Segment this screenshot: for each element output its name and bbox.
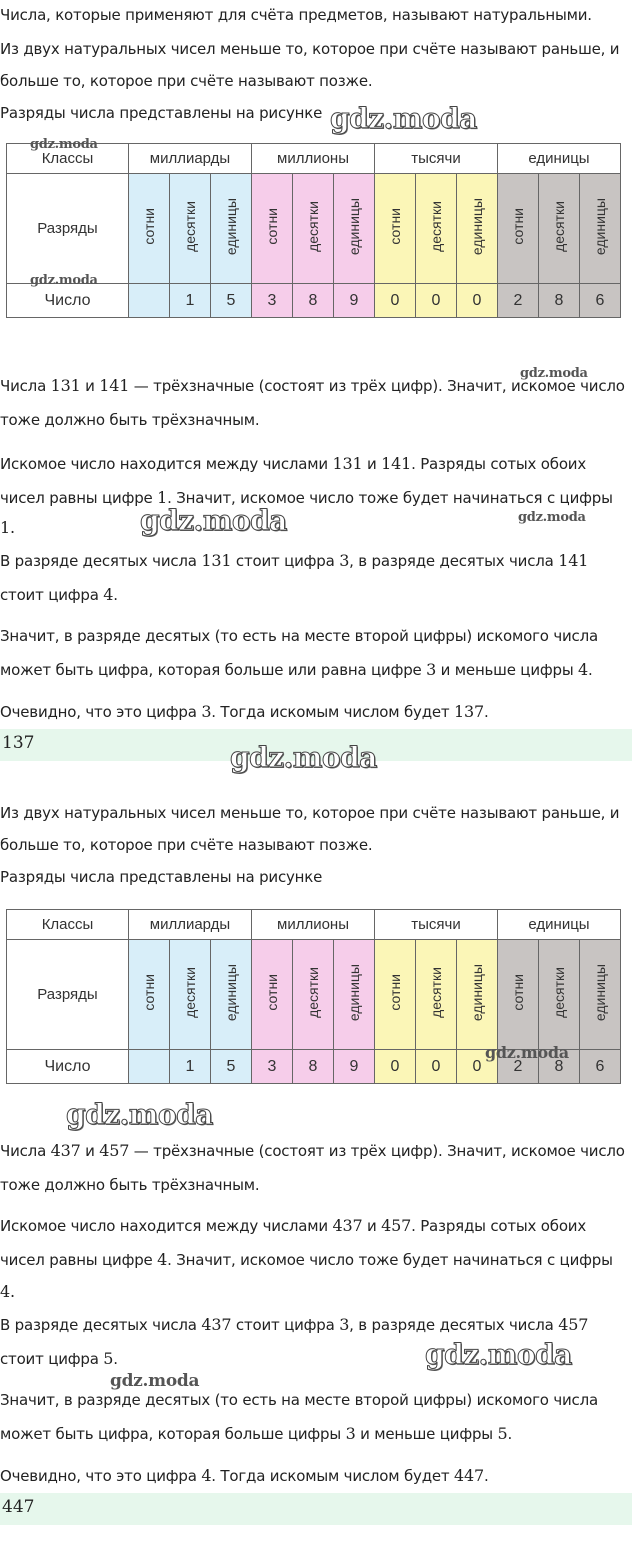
digit-cell: 8 — [293, 284, 334, 318]
rank-cell: сотни — [252, 174, 293, 284]
digit-cell — [129, 284, 170, 318]
rank-cell: десятки — [170, 940, 211, 1050]
rank-cell: сотни — [498, 174, 539, 284]
digit-cell: 9 — [334, 1050, 375, 1084]
ranks-label: Разряды — [7, 174, 129, 284]
watermark: gdz.moda — [110, 1371, 200, 1391]
digit-cell: 5 — [211, 284, 252, 318]
class-thousands: тысячи — [375, 910, 498, 940]
digit-cell: 8 — [539, 284, 580, 318]
digit-cell: 1 — [170, 1050, 211, 1084]
rank-cell: сотни — [498, 940, 539, 1050]
watermark: gdz.moda — [425, 1338, 572, 1371]
class-units: единицы — [498, 910, 621, 940]
rank-cell: единицы — [580, 174, 621, 284]
watermark: gdz.moda — [485, 1043, 569, 1062]
rank-cell: единицы — [457, 174, 498, 284]
digit-cell: 3 — [252, 1050, 293, 1084]
rank-cell: единицы — [211, 174, 252, 284]
digit-cell: 5 — [211, 1050, 252, 1084]
paragraph-5-b: Очевидно, что это цифра 4. Тогда искомым числом будет 447. — [0, 1466, 489, 1485]
rank-cell: десятки — [416, 174, 457, 284]
watermark: gdz.moda — [66, 1098, 213, 1131]
paragraph-4a-b: Значит, в разряде десятых (то есть на месте второй цифры) искомого числа — [0, 1391, 598, 1409]
digit-cell: 0 — [457, 284, 498, 318]
rank-cell: сотни — [129, 940, 170, 1050]
number-label: Число — [7, 1050, 129, 1084]
paragraph-3a: В разряде десятых числа 131 стоит цифра 3, в разряде десятых числа 141 — [0, 551, 589, 570]
digit-cell: 0 — [375, 284, 416, 318]
watermark: gdz.moda — [520, 366, 588, 381]
digit-cell: 2 — [498, 1050, 539, 1084]
digit-cell: 8 — [293, 1050, 334, 1084]
rank-table-1 — [6, 143, 621, 318]
class-units: единицы — [498, 144, 621, 174]
digit-cell: 3 — [252, 284, 293, 318]
rank-cell: сотни — [375, 174, 416, 284]
answer-value: 447 — [2, 1497, 35, 1517]
rank-cell: десятки — [416, 940, 457, 1050]
class-billions: миллиарды — [129, 910, 252, 940]
paragraph-2a-b: Искомое число находится между числами 437 и 457. Разряды сотых обоих — [0, 1216, 587, 1235]
digit-cell: 9 — [334, 284, 375, 318]
paragraph-4a: Значит, в разряде десятых (то есть на месте второй цифры) искомого числа — [0, 627, 598, 645]
intro-line-4: Разряды числа представлены на рисунке — [0, 104, 323, 122]
paragraph-1b-b: тоже должно быть трёхзначным. — [0, 1176, 260, 1194]
digit-cell: 0 — [416, 1050, 457, 1084]
class-millions: миллионы — [252, 910, 375, 940]
paragraph-4b: может быть цифра, которая больше или равна цифре 3 и меньше цифры 4. — [0, 660, 593, 679]
rank-cell: десятки — [539, 940, 580, 1050]
paragraph-2b: чисел равны цифре 1. Значит, искомое число тоже будет начинаться с цифры — [0, 488, 613, 507]
rank-cell: единицы — [334, 174, 375, 284]
paragraph-3b-b: стоит цифра 5. — [0, 1349, 118, 1368]
rank-cell: сотни — [375, 940, 416, 1050]
digit-cell: 1 — [170, 284, 211, 318]
classes-label: Классы — [7, 910, 129, 940]
paragraph-2b-b: чисел равны цифре 4. Значит, искомое число тоже будет начинаться с цифры — [0, 1250, 613, 1269]
watermark: gdz.moda — [330, 102, 477, 135]
digit-cell: 0 — [375, 1050, 416, 1084]
paragraph-1a: Числа 131 и 141 — трёхзначные (состоят из трёх цифр). Значит, искомое число — [0, 376, 625, 395]
digit-cell: 6 — [580, 1050, 621, 1084]
watermark: gdz.moda — [30, 273, 98, 288]
digit-cell — [129, 1050, 170, 1084]
intro-line-3b: больше то, которое при счёте называют позже. — [0, 836, 373, 854]
number-label: Число — [7, 284, 129, 318]
intro-line-2: Из двух натуральных чисел меньше то, которое при счёте называют раньше, и — [0, 40, 620, 58]
class-millions: миллионы — [252, 144, 375, 174]
paragraph-3b: стоит цифра 4. — [0, 585, 118, 604]
rank-cell: единицы — [457, 940, 498, 1050]
paragraph-2c: 1. — [0, 518, 15, 537]
rank-cell: единицы — [580, 940, 621, 1050]
classes-label: Классы — [7, 144, 129, 174]
paragraph-2a: Искомое число находится между числами 131 и 141. Разряды сотых обоих — [0, 454, 587, 473]
paragraph-3a-b: В разряде десятых числа 437 стоит цифра 3, в разряде десятых числа 457 — [0, 1315, 589, 1334]
rank-cell: десятки — [293, 940, 334, 1050]
rank-cell: десятки — [293, 174, 334, 284]
rank-cell: единицы — [334, 940, 375, 1050]
digit-cell: 6 — [580, 284, 621, 318]
watermark: gdz.moda — [30, 137, 98, 152]
rank-cell: десятки — [170, 174, 211, 284]
ranks-label: Разряды — [7, 940, 129, 1050]
digit-cell: 0 — [416, 284, 457, 318]
watermark: gdz.moda — [518, 510, 586, 525]
rank-cell: сотни — [252, 940, 293, 1050]
paragraph-4b-b: может быть цифра, которая больше цифры 3 и меньше цифры 5. — [0, 1424, 513, 1443]
intro-line-1: Числа, которые применяют для счёта предметов, называют натуральными. — [0, 6, 592, 24]
digit-cell: 0 — [457, 1050, 498, 1084]
rank-cell: единицы — [211, 940, 252, 1050]
digit-cell: 2 — [498, 284, 539, 318]
paragraph-5: Очевидно, что это цифра 3. Тогда искомым числом будет 137. — [0, 702, 489, 721]
watermark: gdz.moda — [140, 504, 287, 537]
rank-cell: сотни — [129, 174, 170, 284]
intro-line-3: больше то, которое при счёте называют позже. — [0, 72, 373, 90]
paragraph-2c-b: 4. — [0, 1282, 15, 1301]
watermark: gdz.moda — [230, 741, 377, 774]
intro-line-2b: Из двух натуральных чисел меньше то, которое при счёте называют раньше, и — [0, 804, 620, 822]
paragraph-1a-b: Числа 437 и 457 — трёхзначные (состоят из трёх цифр). Значит, искомое число — [0, 1141, 625, 1160]
answer-value: 137 — [2, 733, 35, 753]
paragraph-1b: тоже должно быть трёхзначным. — [0, 411, 260, 429]
class-thousands: тысячи — [375, 144, 498, 174]
intro-line-4b: Разряды числа представлены на рисунке — [0, 868, 323, 886]
class-billions: миллиарды — [129, 144, 252, 174]
digit-cell: 8 — [539, 1050, 580, 1084]
answer-box-2 — [0, 1493, 632, 1525]
rank-cell: десятки — [539, 174, 580, 284]
